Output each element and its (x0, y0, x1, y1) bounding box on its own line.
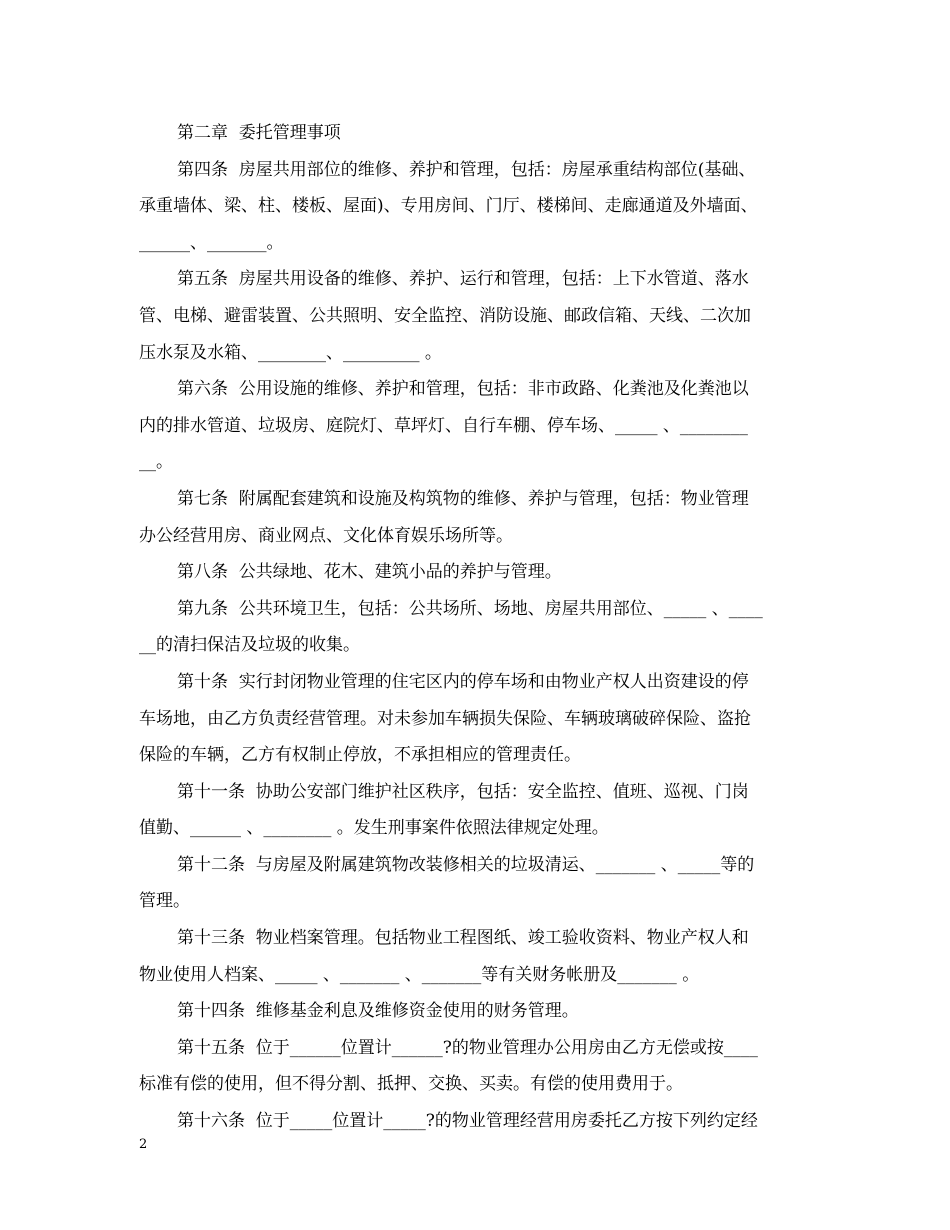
chapter-heading: 第二章 委托管理事项 (177, 123, 341, 143)
article-4-line-1: 第四条 房屋共用部位的维修、养护和管理，包括：房屋承重结构部位(基础、 (177, 159, 756, 180)
article-12-line-2: 管理。 (139, 891, 190, 912)
article-14-line-1: 第十四条 维修基金利息及维修资金使用的财务管理。 (177, 1001, 579, 1022)
article-4-line-3: ______、_______。 (139, 232, 284, 253)
article-15-line-1: 第十五条 位于______位置计______?的物业管理办公用房由乙方无偿或按____ (177, 1037, 758, 1058)
article-7-line-1: 第七条 附属配套建筑和设施及构筑物的维修、养护与管理，包括：物业管理 (177, 488, 749, 509)
article-8-line-1: 第八条 公共绿地、花木、建筑小品的养护与管理。 (177, 562, 562, 583)
article-11-line-1: 第十一条 协助公安部门维护社区秩序，包括：安全监控、值班、巡视、门岗 (177, 781, 749, 802)
article-16-line-1: 第十六条 位于_____位置计_____?的物业管理经营用房委托乙方按下列约定经 (177, 1111, 758, 1132)
article-10-line-1: 第十条 实行封闭物业管理的住宅区内的停车场和由物业产权人出资建设的停 (177, 671, 749, 692)
article-13-line-2: 物业使用人档案、_____ 、_______ 、_______等有关财务帐册及_______ 。 (139, 964, 700, 985)
article-4-line-2: 承重墙体、梁、柱、楼板、屋面)、专用房间、门厅、楼梯间、走廊通道及外墙面、 (139, 196, 758, 217)
article-10-line-2: 车场地，由乙方负责经营管理。对未参加车辆损失保险、车辆玻璃破碎保险、盗抢 (139, 708, 751, 729)
page-number: 2 (139, 1137, 148, 1152)
article-7-line-2: 办公经营用房、商业网点、文化体育娱乐场所等。 (139, 525, 513, 546)
article-10-line-3: 保险的车辆，乙方有权制止停放，不承担相应的管理责任。 (139, 745, 581, 766)
document-body (139, 115, 811, 1140)
article-9-line-2: __的清扫保洁及垃圾的收集。 (139, 635, 360, 656)
article-5-line-1: 第五条 房屋共用设备的维修、养护、运行和管理，包括：上下水管道、落水 (177, 269, 749, 290)
article-5-line-3: 压水泵及水箱、________、_________ 。 (139, 342, 442, 363)
article-6-line-2: 内的排水管道、垃圾房、庭院灯、草坪灯、自行车棚、停车场、_____ 、________ (139, 415, 748, 436)
article-11-line-2: 值勤、______ 、________ 。发生刑事案件依照法律规定处理。 (139, 818, 609, 839)
article-6-line-1: 第六条 公用设施的维修、养护和管理，包括：非市政路、化粪池及化粪池以 (177, 379, 749, 400)
article-6-line-3: __。 (139, 452, 173, 473)
article-12-line-1: 第十二条 与房屋及附属建筑物改装修相关的垃圾清运、_______ 、_____等的 (177, 854, 755, 875)
article-13-line-1: 第十三条 物业档案管理。包括物业工程图纸、竣工验收资料、物业产权人和 (177, 928, 749, 949)
article-15-line-2: 标准有偿的使用，但不得分割、抵押、交换、买卖。有偿的使用费用于。 (139, 1074, 683, 1095)
article-5-line-2: 管、电梯、避雷装置、公共照明、安全监控、消防设施、邮政信箱、天线、二次加 (139, 305, 751, 326)
article-9-line-1: 第九条 公共环境卫生，包括：公共场所、场地、房屋共用部位、_____ 、____ (177, 598, 763, 619)
